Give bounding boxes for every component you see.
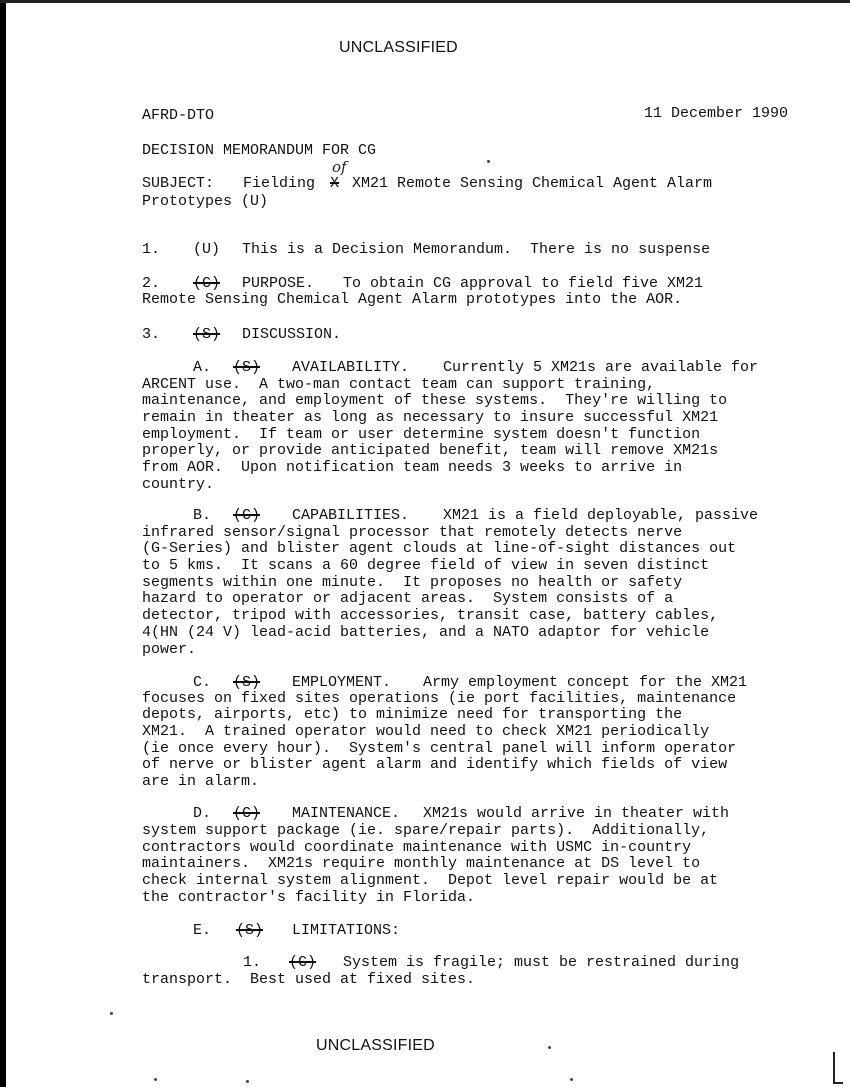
sectionB-line: 4(HN (24 V) lead-acid batteries, and a NATO adaptor for vehicle: [142, 624, 710, 641]
sectionA-line: country.: [142, 476, 215, 493]
sectionD-marking: (C): [233, 805, 261, 822]
subject-line2: Prototypes (U): [142, 193, 269, 210]
sectionC-marking: (S): [233, 674, 261, 691]
sectionE-heading: LIMITATIONS:: [292, 922, 401, 939]
memo-date: 11 December 1990: [644, 105, 789, 122]
para3-marking: (S): [193, 326, 221, 343]
sectionB-line: hazard to operator or adjacent areas. System consists of a: [142, 590, 674, 607]
scan-speck: [246, 1080, 249, 1083]
para1-number: 1.: [142, 241, 161, 258]
sectionB-line: to 5 kms. It scans a 60 degree field of view in seven distinct: [142, 557, 710, 574]
sectionD-line: contractors would coordinate maintenance with USMC in-country: [142, 839, 692, 856]
para3-heading: DISCUSSION.: [242, 326, 342, 343]
limitation1-line2: transport. Best used at fixed sites.: [142, 971, 476, 988]
sectionC-line: depots, airports, etc) to minimize need for transporting the: [142, 706, 683, 723]
sectionD-line: the contractor's facility in Florida.: [142, 889, 476, 906]
sectionE-letter: E.: [193, 922, 212, 939]
sectionB-line: XM21 is a field deployable, passive: [443, 507, 759, 524]
limitation1-number: 1.: [243, 954, 262, 971]
sectionA-line: Currently 5 XM21s are available for: [443, 359, 759, 376]
sectionA-line: employment. If team or user determine system doesn't function: [142, 426, 701, 443]
sectionD-letter: D.: [193, 805, 212, 822]
sectionA-line: remain in theater as long as necessary to insure successful XM21: [142, 409, 719, 426]
office-symbol: AFRD-DTO: [142, 107, 215, 124]
para2-marking: (C): [193, 275, 221, 292]
subject-label: SUBJECT:: [142, 175, 215, 192]
sectionB-line: power.: [142, 641, 197, 658]
scan-edge-top: [0, 0, 850, 3]
para2-heading: PURPOSE.: [242, 275, 315, 292]
sectionC-letter: C.: [193, 674, 212, 691]
sectionB-line: (G-Series) and blister agent clouds at line-of-sight distances out: [142, 540, 737, 557]
sectionC-heading: EMPLOYMENT.: [292, 674, 392, 691]
sectionA-line: properly, or provide anticipated benefit, team will remove XM21s: [142, 442, 719, 459]
sectionA-line: ARCENT use. A two-man contact team can support training,: [142, 376, 656, 393]
scan-speck: [110, 1012, 113, 1015]
limitation1-marking: (C): [289, 954, 317, 971]
scan-mark: [833, 1052, 843, 1084]
sectionC-line: (ie once every hour). System's central panel will inform operator: [142, 740, 737, 757]
scan-speck: [570, 1078, 573, 1081]
sectionB-line: infrared sensor/signal processor that remotely detects nerve: [142, 524, 683, 541]
handwritten-insert-of: of: [332, 158, 347, 176]
sectionC-line: focuses on fixed sites operations (ie port facilities, maintenance: [142, 690, 737, 707]
limitation1-line1: System is fragile; must be restrained during: [343, 954, 740, 971]
subject-line1-rest: XM21 Remote Sensing Chemical Agent Alarm: [352, 175, 713, 192]
sectionA-marking: (S): [233, 359, 261, 376]
para1-marking: (U): [193, 241, 221, 258]
classification-bottom: UNCLASSIFIED: [316, 1037, 435, 1054]
sectionA-letter: A.: [193, 359, 212, 376]
para3-number: 3.: [142, 326, 161, 343]
scan-edge-left: [0, 0, 6, 1087]
memo-type: DECISION MEMORANDUM FOR CG: [142, 142, 377, 159]
sectionC-line: of nerve or blister agent alarm and identify which fields of view: [142, 756, 728, 773]
classification-top: UNCLASSIFIED: [339, 39, 458, 56]
scan-speck: [548, 1046, 551, 1049]
sectionD-line: check internal system alignment. Depot level repair would be at: [142, 872, 719, 889]
scan-speck: [487, 160, 490, 163]
sectionD-heading: MAINTENANCE.: [292, 805, 401, 822]
para2-line1: To obtain CG approval to field five XM21: [343, 275, 704, 292]
para2-number: 2.: [142, 275, 161, 292]
para2-line2: Remote Sensing Chemical Agent Alarm prototypes into the AOR.: [142, 291, 683, 308]
sectionC-line: are in alarm.: [142, 773, 260, 790]
sectionB-line: segments within one minute. It proposes no health or safety: [142, 574, 683, 591]
sectionB-marking: (C): [233, 507, 261, 524]
sectionC-line: XM21. A trained operator would need to check XM21 periodically: [142, 723, 710, 740]
sectionD-line: maintainers. XM21s require monthly maintenance at DS level to: [142, 855, 701, 872]
sectionD-line: XM21s would arrive in theater with: [423, 805, 730, 822]
sectionD-line: system support package (ie. spare/repair parts). Additionally,: [142, 822, 710, 839]
sectionA-heading: AVAILABILITY.: [292, 359, 410, 376]
sectionB-letter: B.: [193, 507, 212, 524]
struck-word: X: [330, 175, 340, 192]
sectionB-heading: CAPABILITIES.: [292, 507, 410, 524]
sectionA-line: from AOR. Upon notification team needs 3 weeks to arrive in: [142, 459, 683, 476]
sectionC-line: Army employment concept for the XM21: [423, 674, 748, 691]
sectionE-marking: (S): [236, 922, 264, 939]
sectionB-line: detector, tripod with accessories, transit case, battery cables,: [142, 607, 719, 624]
para1-text: This is a Decision Memorandum. There is no suspense: [242, 241, 711, 258]
sectionA-line: maintenance, and employment of these systems. They're willing to: [142, 392, 728, 409]
subject-word-fielding: Fielding: [243, 175, 316, 192]
scan-speck: [154, 1078, 157, 1081]
